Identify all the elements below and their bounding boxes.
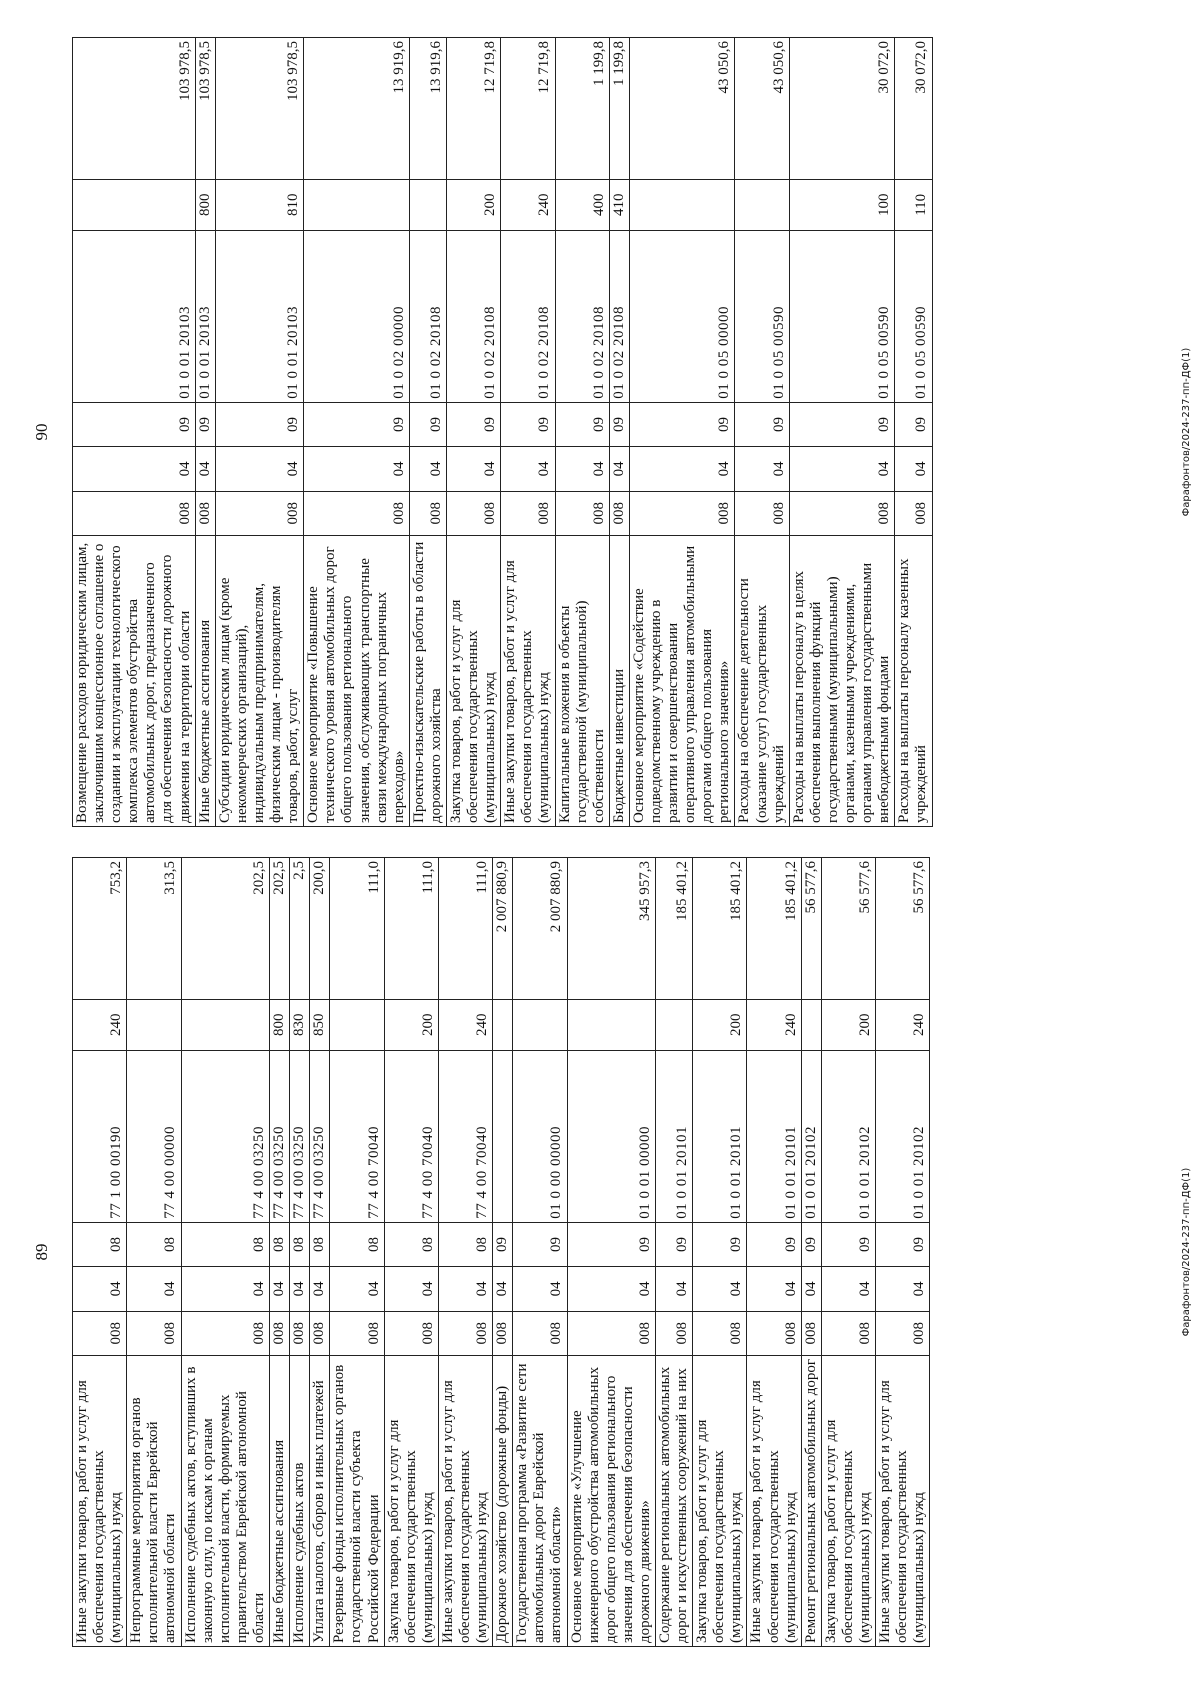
row-name-cell: Содержание региональных автомобильных дорог и искусственных сооружений на них (656, 1355, 693, 1646)
table-row (409, 38, 446, 827)
expense-type-cell (567, 999, 655, 1050)
table-row (73, 38, 196, 827)
rz-code-cell: 04 (409, 447, 446, 491)
rz-code-cell: 04 (384, 1267, 438, 1311)
pr-code-cell: 08 (290, 1222, 310, 1266)
table-row (656, 858, 693, 1647)
target-article-cell: 01 0 01 20102 (821, 1050, 875, 1222)
gr-code-cell: 008 (629, 491, 735, 535)
expense-type-cell: 110 (895, 179, 932, 230)
table-row (513, 858, 567, 1647)
pr-code-cell: 09 (876, 1222, 930, 1266)
expense-type-cell (73, 179, 196, 230)
target-article-cell: 01 0 05 00590 (895, 230, 932, 402)
row-name-cell: Расходы на выплаты персоналу казенных учреждений (895, 535, 932, 826)
expense-type-cell: 240 (876, 999, 930, 1050)
gr-code-cell: 008 (513, 1311, 567, 1355)
target-article-cell: 01 0 01 20103 (215, 230, 303, 402)
amount-cell: 1 199,8 (555, 38, 609, 180)
target-article-cell: 01 0 05 00590 (735, 230, 789, 402)
row-name-cell: Возмещение расходов юридическим лицам, заключившим концессионное соглашение о создании и эксплуатации технологического комплекса элементов обустройства автомобильных дорог, предназначенного для обеспечения безопасности дорожного движения на территории области (73, 535, 196, 826)
rz-code-cell: 04 (438, 1267, 492, 1311)
rz-code-cell: 04 (290, 1267, 310, 1311)
amount-cell: 56 577,6 (801, 858, 821, 1000)
target-article-cell: 77 4 00 70040 (438, 1050, 492, 1222)
table-row (195, 38, 215, 827)
amount-cell: 185 401,2 (747, 858, 801, 1000)
target-article-cell: 01 0 02 20108 (446, 230, 500, 402)
gr-code-cell: 008 (304, 491, 410, 535)
pr-code-cell: 09 (513, 1222, 567, 1266)
page-90 (32, 37, 1182, 827)
target-article-cell: 77 4 00 03250 (310, 1050, 330, 1222)
gr-code-cell: 008 (493, 1311, 513, 1355)
page-number: 90 (32, 423, 51, 441)
rz-code-cell: 04 (446, 447, 500, 491)
gr-code-cell: 008 (181, 1311, 269, 1355)
gr-code-cell: 008 (555, 491, 609, 535)
expense-type-cell: 800 (270, 999, 290, 1050)
pr-code-cell: 09 (629, 402, 735, 446)
amount-cell: 185 401,2 (693, 858, 747, 1000)
target-article-cell: 01 0 02 20108 (609, 230, 629, 402)
pr-code-cell: 09 (73, 402, 196, 446)
document-footer-left: Фарафонтов/2024-237-пп-ДФ(1) (1181, 1167, 1192, 1337)
amount-cell: 103 978,5 (215, 38, 303, 180)
table-row (735, 38, 789, 827)
row-name-cell: Уплата налогов, сборов и иных платежей (310, 1355, 330, 1646)
gr-code-cell: 008 (789, 491, 895, 535)
amount-cell: 2 007 880,9 (513, 858, 567, 1000)
gr-code-cell: 008 (609, 491, 629, 535)
expense-type-cell (735, 179, 789, 230)
table-row (384, 858, 438, 1647)
table-row (330, 858, 384, 1647)
rz-code-cell: 04 (195, 447, 215, 491)
row-name-cell: Иные бюджетные ассигнования (270, 1355, 290, 1646)
rz-code-cell: 04 (555, 447, 609, 491)
pr-code-cell: 08 (73, 1222, 127, 1266)
row-name-cell: Основное мероприятие «Улучшение инженерного обустройства автомобильных дорог общего пользования регионального значения для обеспечения безопасности дорожного движения» (567, 1355, 655, 1646)
document-footer-right: Фарафонтов/2024-237-пп-ДФ(1) (1181, 347, 1192, 517)
rz-code-cell: 04 (629, 447, 735, 491)
gr-code-cell: 008 (567, 1311, 655, 1355)
page-number: 89 (32, 1243, 51, 1261)
rz-code-cell: 04 (609, 447, 629, 491)
table-row (801, 858, 821, 1647)
expense-type-cell (629, 179, 735, 230)
row-name-cell: Закупка товаров, работ и услуг для обеспечения государственных (муниципальных) нужд (446, 535, 500, 826)
gr-code-cell: 008 (693, 1311, 747, 1355)
gr-code-cell: 008 (801, 1311, 821, 1355)
pr-code-cell: 09 (493, 1222, 513, 1266)
row-name-cell: Непрограммные мероприятия органов исполнительной власти Еврейской автономной области (127, 1355, 181, 1646)
amount-cell: 12 719,8 (446, 38, 500, 180)
pr-code-cell: 09 (656, 1222, 693, 1266)
row-name-cell: Исполнение судебных актов, вступивших в законную силу, по искам к органам исполнительной власти, формируемых правительством Еврейской автономной области (181, 1355, 269, 1646)
amount-cell: 1 199,8 (609, 38, 629, 180)
target-article-cell: 01 0 01 00000 (567, 1050, 655, 1222)
target-article-cell: 01 0 01 20103 (73, 230, 196, 402)
rz-code-cell: 04 (895, 447, 932, 491)
expense-type-cell (304, 179, 410, 230)
page-89 (32, 857, 1182, 1647)
gr-code-cell: 008 (290, 1311, 310, 1355)
table-row (876, 858, 930, 1647)
table-row (555, 38, 609, 827)
rz-code-cell: 04 (501, 447, 555, 491)
target-article-cell: 77 4 00 03250 (270, 1050, 290, 1222)
amount-cell: 753,2 (73, 858, 127, 1000)
rz-code-cell: 04 (304, 447, 410, 491)
table-row (181, 858, 269, 1647)
pr-code-cell: 08 (270, 1222, 290, 1266)
expense-type-cell: 830 (290, 999, 310, 1050)
expense-type-cell (656, 999, 693, 1050)
row-name-cell: Основное мероприятие «Повышение технического уровня автомобильных дорог общего пользования регионального значения, обслуживающих транспортные связи международных пограничных переходов» (304, 535, 410, 826)
table-row (895, 38, 932, 827)
amount-cell: 2 007 880,9 (493, 858, 513, 1000)
target-article-cell: 01 0 01 20102 (876, 1050, 930, 1222)
rz-code-cell: 04 (513, 1267, 567, 1311)
pr-code-cell: 09 (801, 1222, 821, 1266)
row-name-cell: Иные закупки товаров, работ и услуг для обеспечения государственных (муниципальных) нужд (438, 1355, 492, 1646)
table-row (438, 858, 492, 1647)
row-name-cell: Расходы на выплаты персоналу в целях обеспечения выполнения функций государственными (муниципальными) органами, казенными учреждениями, органами управления государственными внебюджетными фондами (789, 535, 895, 826)
rz-code-cell: 04 (876, 1267, 930, 1311)
amount-cell: 2,5 (290, 858, 310, 1000)
table-row (629, 38, 735, 827)
pr-code-cell: 08 (310, 1222, 330, 1266)
target-article-cell: 01 0 02 20108 (555, 230, 609, 402)
pr-code-cell: 09 (304, 402, 410, 446)
gr-code-cell: 008 (895, 491, 932, 535)
row-name-cell: Иные закупки товаров, работ и услуг для обеспечения государственных (муниципальных) нужд (747, 1355, 801, 1646)
expense-type-cell: 800 (195, 179, 215, 230)
table-row (73, 858, 127, 1647)
target-article-cell: 01 0 05 00000 (629, 230, 735, 402)
pr-code-cell: 08 (330, 1222, 384, 1266)
table-row (270, 858, 290, 1647)
row-name-cell: Исполнение судебных актов (290, 1355, 310, 1646)
amount-cell: 56 577,6 (876, 858, 930, 1000)
rz-code-cell: 04 (821, 1267, 875, 1311)
target-article-cell: 01 0 01 20101 (693, 1050, 747, 1222)
gr-code-cell: 008 (310, 1311, 330, 1355)
target-article-cell: 01 0 02 20108 (409, 230, 446, 402)
table-row (693, 858, 747, 1647)
gr-code-cell: 008 (876, 1311, 930, 1355)
expense-type-cell: 850 (310, 999, 330, 1050)
pr-code-cell: 09 (567, 1222, 655, 1266)
rz-code-cell: 04 (656, 1267, 693, 1311)
table-row (127, 858, 181, 1647)
table-row (567, 858, 655, 1647)
pr-code-cell: 09 (821, 1222, 875, 1266)
gr-code-cell: 008 (215, 491, 303, 535)
gr-code-cell: 008 (127, 1311, 181, 1355)
expense-type-cell (493, 999, 513, 1050)
amount-cell: 202,5 (181, 858, 269, 1000)
pr-code-cell: 09 (747, 1222, 801, 1266)
target-article-cell: 77 1 00 00190 (73, 1050, 127, 1222)
row-name-cell: Иные бюджетные ассигнования (195, 535, 215, 826)
amount-cell: 111,0 (384, 858, 438, 1000)
pr-code-cell: 09 (195, 402, 215, 446)
gr-code-cell: 008 (195, 491, 215, 535)
amount-cell: 30 072,0 (895, 38, 932, 180)
pr-code-cell: 09 (895, 402, 932, 446)
expense-type-cell (181, 999, 269, 1050)
row-name-cell: Закупка товаров, работ и услуг для обеспечения государственных (муниципальных) нужд (693, 1355, 747, 1646)
row-name-cell: Ремонт региональных автомобильных дорог (801, 1355, 821, 1646)
pr-code-cell: 09 (409, 402, 446, 446)
amount-cell: 345 957,3 (567, 858, 655, 1000)
expense-type-cell: 810 (215, 179, 303, 230)
gr-code-cell: 008 (446, 491, 500, 535)
target-article-cell: 01 0 01 20103 (195, 230, 215, 402)
row-name-cell: Дорожное хозяйство (дорожные фонды) (493, 1355, 513, 1646)
amount-cell: 56 577,6 (821, 858, 875, 1000)
row-name-cell: Резервные фонды исполнительных органов государственной власти субъекта Российской Федерации (330, 1355, 384, 1646)
gr-code-cell: 008 (438, 1311, 492, 1355)
table-row (493, 858, 513, 1647)
table-row (789, 38, 895, 827)
expense-type-cell: 240 (73, 999, 127, 1050)
gr-code-cell: 008 (384, 1311, 438, 1355)
gr-code-cell: 008 (501, 491, 555, 535)
expense-type-cell (330, 999, 384, 1050)
amount-cell: 200,0 (310, 858, 330, 1000)
pr-code-cell: 09 (555, 402, 609, 446)
expense-type-cell: 200 (446, 179, 500, 230)
row-name-cell: Бюджетные инвестиции (609, 535, 629, 826)
rz-code-cell: 04 (801, 1267, 821, 1311)
rz-code-cell: 04 (330, 1267, 384, 1311)
pr-code-cell: 09 (693, 1222, 747, 1266)
target-article-cell: 77 4 00 03250 (290, 1050, 310, 1222)
target-article-cell: 77 4 00 70040 (384, 1050, 438, 1222)
rz-code-cell: 04 (789, 447, 895, 491)
expense-type-cell: 200 (693, 999, 747, 1050)
row-name-cell: Субсидии юридическим лицам (кроме некоммерческих организаций), индивидуальным предпринимателям, физическим лицам - производителям товаров, работ, услуг (215, 535, 303, 826)
target-article-cell: 77 4 00 00000 (127, 1050, 181, 1222)
rz-code-cell: 04 (493, 1267, 513, 1311)
gr-code-cell: 008 (735, 491, 789, 535)
table-row (290, 858, 310, 1647)
gr-code-cell: 008 (73, 1311, 127, 1355)
target-article-cell: 01 0 01 20102 (801, 1050, 821, 1222)
amount-cell: 313,5 (127, 858, 181, 1000)
expense-type-cell: 240 (438, 999, 492, 1050)
gr-code-cell: 008 (747, 1311, 801, 1355)
amount-cell: 13 919,6 (409, 38, 446, 180)
table-row (821, 858, 875, 1647)
gr-code-cell: 008 (656, 1311, 693, 1355)
row-name-cell: Закупка товаров, работ и услуг для обеспечения государственных (муниципальных) нужд (384, 1355, 438, 1646)
table-row (310, 858, 330, 1647)
target-article-cell: 01 0 05 00590 (789, 230, 895, 402)
row-name-cell: Закупка товаров, работ и услуг для обеспечения государственных (муниципальных) нужд (821, 1355, 875, 1646)
expense-type-cell: 400 (555, 179, 609, 230)
pr-code-cell: 09 (446, 402, 500, 446)
gr-code-cell: 008 (821, 1311, 875, 1355)
row-name-cell: Проектно-изыскательские работы в области дорожного хозяйства (409, 535, 446, 826)
gr-code-cell: 008 (330, 1311, 384, 1355)
table-row (501, 38, 555, 827)
expense-type-cell: 410 (609, 179, 629, 230)
budget-table-right (72, 37, 933, 827)
expense-type-cell (513, 999, 567, 1050)
rz-code-cell: 04 (73, 1267, 127, 1311)
expense-type-cell (409, 179, 446, 230)
target-article-cell: 77 4 00 03250 (181, 1050, 269, 1222)
table-row (304, 38, 410, 827)
table-row (215, 38, 303, 827)
pr-code-cell: 09 (789, 402, 895, 446)
pr-code-cell: 08 (181, 1222, 269, 1266)
amount-cell: 13 919,6 (304, 38, 410, 180)
amount-cell: 103 978,5 (73, 38, 196, 180)
pr-code-cell: 09 (215, 402, 303, 446)
rz-code-cell: 04 (747, 1267, 801, 1311)
target-article-cell (493, 1050, 513, 1222)
rz-code-cell: 04 (127, 1267, 181, 1311)
pr-code-cell: 09 (735, 402, 789, 446)
expense-type-cell (801, 999, 821, 1050)
expense-type-cell: 200 (821, 999, 875, 1050)
rz-code-cell: 04 (735, 447, 789, 491)
target-article-cell: 01 0 02 20108 (501, 230, 555, 402)
expense-type-cell: 100 (789, 179, 895, 230)
expense-type-cell: 240 (747, 999, 801, 1050)
rz-code-cell: 04 (310, 1267, 330, 1311)
pr-code-cell: 08 (438, 1222, 492, 1266)
amount-cell: 111,0 (330, 858, 384, 1000)
rz-code-cell: 04 (215, 447, 303, 491)
amount-cell: 12 719,8 (501, 38, 555, 180)
amount-cell: 111,0 (438, 858, 492, 1000)
gr-code-cell: 008 (73, 491, 196, 535)
gr-code-cell: 008 (270, 1311, 290, 1355)
amount-cell: 30 072,0 (789, 38, 895, 180)
row-name-cell: Капитальные вложения в объекты государственной (муниципальной) собственности (555, 535, 609, 826)
expense-type-cell (127, 999, 181, 1050)
budget-table-left (72, 857, 930, 1647)
target-article-cell: 01 0 00 00000 (513, 1050, 567, 1222)
target-article-cell: 01 0 01 20101 (747, 1050, 801, 1222)
target-article-cell: 01 0 01 20101 (656, 1050, 693, 1222)
row-name-cell: Основное мероприятие «Содействие подведомственному учреждению в развитии и совершенствовании оперативного управления автомобильными дорогами общего пользования регионального значения» (629, 535, 735, 826)
row-name-cell: Иные закупки товаров, работ и услуг для обеспечения государственных (муниципальных) нужд (876, 1355, 930, 1646)
pr-code-cell: 08 (127, 1222, 181, 1266)
amount-cell: 103 978,5 (195, 38, 215, 180)
table-row (446, 38, 500, 827)
expense-type-cell: 240 (501, 179, 555, 230)
gr-code-cell: 008 (409, 491, 446, 535)
row-name-cell: Государственная программа «Развитие сети автомобильных дорог Еврейской автономной области» (513, 1355, 567, 1646)
pr-code-cell: 09 (609, 402, 629, 446)
rz-code-cell: 04 (181, 1267, 269, 1311)
pr-code-cell: 09 (501, 402, 555, 446)
amount-cell: 185 401,2 (656, 858, 693, 1000)
rz-code-cell: 04 (693, 1267, 747, 1311)
target-article-cell: 77 4 00 70040 (330, 1050, 384, 1222)
amount-cell: 43 050,6 (629, 38, 735, 180)
expense-type-cell: 200 (384, 999, 438, 1050)
rz-code-cell: 04 (270, 1267, 290, 1311)
table-row (747, 858, 801, 1647)
target-article-cell: 01 0 02 00000 (304, 230, 410, 402)
row-name-cell: Расходы на обеспечение деятельности (оказание услуг) государственных учреждений (735, 535, 789, 826)
amount-cell: 202,5 (270, 858, 290, 1000)
row-name-cell: Иные закупки товаров, работ и услуг для обеспечения государственных (муниципальных) нужд (73, 1355, 127, 1646)
table-row (609, 38, 629, 827)
amount-cell: 43 050,6 (735, 38, 789, 180)
row-name-cell: Иные закупки товаров, работ и услуг для обеспечения государственных (муниципальных) нужд (501, 535, 555, 826)
rz-code-cell: 04 (567, 1267, 655, 1311)
pr-code-cell: 08 (384, 1222, 438, 1266)
rz-code-cell: 04 (73, 447, 196, 491)
